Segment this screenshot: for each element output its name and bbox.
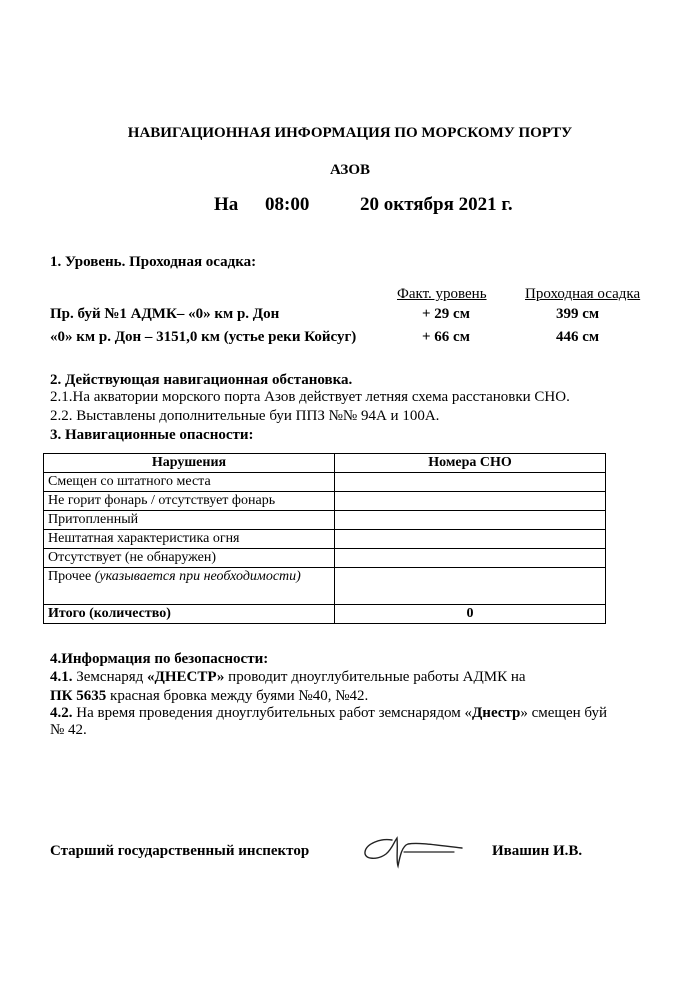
table-header-row: [44, 454, 606, 473]
section4-heading: 4.Информация по безопасности:: [50, 651, 269, 667]
total-value: 0: [335, 605, 606, 624]
table-row: [44, 530, 606, 549]
safety-item-1-number: 4.1.: [50, 669, 73, 685]
handwritten-signature: [362, 830, 472, 870]
col-draft-header: Проходная осадка: [525, 286, 641, 302]
level-row-2-level: + 66 см: [422, 329, 470, 345]
hazard-value: [335, 473, 606, 492]
hazard-value: [335, 511, 606, 530]
pk-marker: ПК 5635: [50, 688, 107, 704]
safety-item-2-text-a: На время проведения дноуглубительных работ земснарядом «: [72, 705, 472, 721]
table-row-other: [44, 568, 606, 605]
col-violation-header: Нарушения: [44, 454, 335, 473]
report-date: 20 октября 2021 г.: [360, 194, 513, 215]
safety-item-2-number: 4.2.: [50, 705, 73, 721]
safety-item-2-text-b: » смещен буй: [520, 705, 607, 721]
table-row: [44, 473, 606, 492]
table-row: [44, 511, 606, 530]
hazard-other-label: Прочее: [48, 569, 92, 584]
section2-heading: 2. Действующая навигационная обстановка.: [50, 372, 353, 388]
date-prefix: На: [214, 194, 239, 215]
signatory-name: Ивашин И.В.: [492, 843, 583, 859]
table-total-row: [44, 605, 606, 624]
table-row: [44, 492, 606, 511]
hazard-value: [335, 492, 606, 511]
hazards-table: [43, 453, 606, 624]
total-label: Итого (количество): [44, 605, 335, 624]
hazard-other-value: [335, 568, 606, 605]
hazard-other-note: (указывается при необходимости): [94, 569, 301, 584]
safety-item-2-line-1: [50, 705, 607, 722]
section1-heading: 1. Уровень. Проходная осадка:: [50, 254, 257, 270]
safety-item-1-text-a: Земснаряд: [72, 669, 148, 685]
dredger-name: «ДНЕСТР»: [147, 669, 225, 685]
safety-item-1-text-c: красная бровка между буями №40, №42.: [106, 688, 369, 704]
hazard-label: Нештатная характеристика огня: [44, 530, 335, 549]
dredger-name-2: Днестр: [471, 705, 521, 721]
safety-item-2-line-2: № 42.: [50, 722, 87, 738]
hazard-label: Не горит фонарь / отсутствует фонарь: [44, 492, 335, 511]
safety-item-1-line-2: [50, 688, 368, 705]
level-row-2-location: «0» км р. Дон – 3151,0 км (устье реки Койсуг): [50, 329, 357, 345]
safety-item-1-text-b: проводит дноуглубительные работы АДМК на: [224, 669, 526, 685]
level-row-1-location: Пр. буй №1 АДМК– «0» км р. Дон: [50, 306, 280, 322]
signatory-position: Старший государственный инспектор: [50, 843, 310, 859]
safety-item-1-line-1: [50, 669, 526, 686]
hazard-value: [335, 549, 606, 568]
port-name: АЗОВ: [329, 162, 371, 178]
hazard-label: Отсутствует (не обнаружен): [44, 549, 335, 568]
section2-line-1: 2.1.На акватории морского порта Азов действует летняя схема расстановки СНО.: [50, 389, 570, 405]
report-time: 08:00: [265, 194, 310, 215]
col-numbers-header: Номера СНО: [335, 454, 606, 473]
hazard-value: [335, 530, 606, 549]
level-row-2-draft: 446 см: [556, 329, 600, 345]
level-row-1-level: + 29 см: [422, 306, 470, 322]
hazard-other-cell: [44, 568, 335, 605]
section2-line-2: 2.2. Выставлены дополнительные буи ППЗ №№ 94А и 100А.: [50, 408, 440, 424]
hazard-label: Притопленный: [44, 511, 335, 530]
table-row: [44, 549, 606, 568]
document-title: НАВИГАЦИОННАЯ ИНФОРМАЦИЯ ПО МОРСКОМУ ПОРТУ: [127, 125, 573, 141]
section3-heading: 3. Навигационные опасности:: [50, 427, 254, 443]
level-row-1-draft: 399 см: [556, 306, 600, 322]
hazard-label: Смещен со штатного места: [44, 473, 335, 492]
col-level-header: Факт. уровень: [397, 286, 487, 302]
